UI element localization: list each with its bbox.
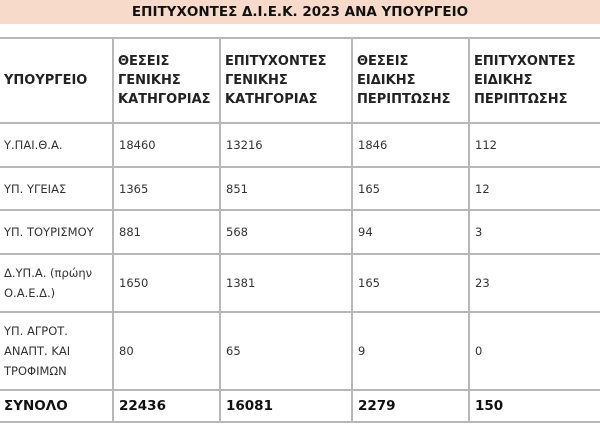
- cell-ministry: ΥΠ. ΑΓΡΟΤ. ΑΝΑΠΤ. ΚΑΙ ΤΡΟΦΙΜΩΝ: [0, 312, 113, 390]
- table-row: [0, 167, 600, 210]
- cell-general-positions: 881: [113, 210, 220, 254]
- header-special-successful: ΕΠΙΤΥΧΟΝΤΕΣ ΕΙΔΙΚΗΣ ΠΕΡΙΠΤΩΣΗΣ: [469, 38, 600, 123]
- cell-special-successful: 23: [469, 254, 600, 312]
- total-label: ΣΥΝΟΛΟ: [0, 390, 113, 422]
- cell-special-successful: 0: [469, 312, 600, 390]
- table-row: [0, 312, 600, 390]
- cell-general-positions: 1365: [113, 167, 220, 210]
- cell-general-positions: 18460: [113, 123, 220, 167]
- total-row: [0, 390, 600, 422]
- header-general-successful: ΕΠΙΤΥΧΟΝΤΕΣ ΓΕΝΙΚΗΣ ΚΑΤΗΓΟΡΙΑΣ: [220, 38, 352, 123]
- cell-ministry: ΥΠ. ΤΟΥΡΙΣΜΟΥ: [0, 210, 113, 254]
- results-table: [0, 37, 600, 423]
- total-special-successful: 150: [469, 390, 600, 422]
- cell-general-successful: 568: [220, 210, 352, 254]
- header-general-positions: ΘΕΣΕΙΣ ΓΕΝΙΚΗΣ ΚΑΤΗΓΟΡΙΑΣ: [113, 38, 220, 123]
- cell-special-successful: 112: [469, 123, 600, 167]
- cell-ministry: Υ.ΠΑΙ.Θ.Α.: [0, 123, 113, 167]
- header-ministry: ΥΠΟΥΡΓΕΙΟ: [0, 38, 113, 123]
- cell-special-positions: 9: [352, 312, 469, 390]
- cell-special-successful: 12: [469, 167, 600, 210]
- page-title: [0, 0, 600, 24]
- table-row: [0, 210, 600, 254]
- total-special-positions: 2279: [352, 390, 469, 422]
- cell-ministry: ΥΠ. ΥΓΕΙΑΣ: [0, 167, 113, 210]
- header-row: [0, 38, 600, 123]
- cell-general-positions: 1650: [113, 254, 220, 312]
- cell-general-successful: 13216: [220, 123, 352, 167]
- total-general-successful: 16081: [220, 390, 352, 422]
- cell-general-positions: 80: [113, 312, 220, 390]
- cell-general-successful: 1381: [220, 254, 352, 312]
- cell-general-successful: 65: [220, 312, 352, 390]
- cell-special-positions: 165: [352, 167, 469, 210]
- cell-special-positions: 165: [352, 254, 469, 312]
- table-row: [0, 254, 600, 312]
- title-text: ΕΠΙΤΥΧΟΝΤΕΣ Δ.Ι.Ε.Κ. 2023 ΑΝΑ ΥΠΟΥΡΓΕΙΟ: [131, 4, 469, 20]
- cell-general-successful: 851: [220, 167, 352, 210]
- cell-ministry: Δ.ΥΠ.Α. (πρώην Ο.Α.Ε.Δ.): [0, 254, 113, 312]
- table-row: [0, 123, 600, 167]
- cell-special-positions: 94: [352, 210, 469, 254]
- total-general-positions: 22436: [113, 390, 220, 422]
- cell-special-successful: 3: [469, 210, 600, 254]
- cell-special-positions: 1846: [352, 123, 469, 167]
- header-special-positions: ΘΕΣΕΙΣ ΕΙΔΙΚΗΣ ΠΕΡΙΠΤΩΣΗΣ: [352, 38, 469, 123]
